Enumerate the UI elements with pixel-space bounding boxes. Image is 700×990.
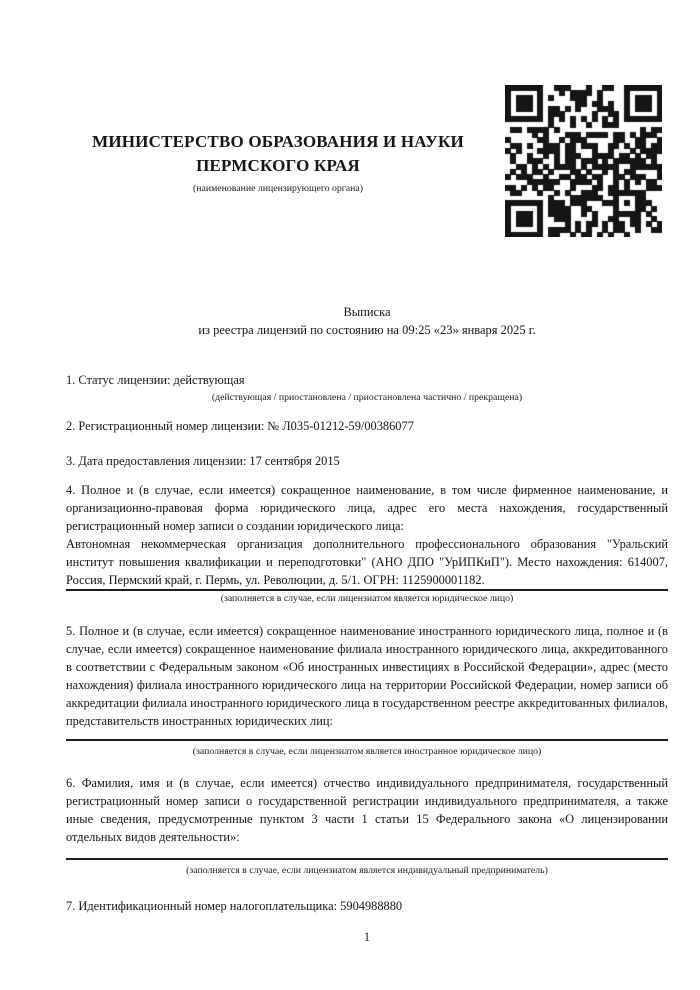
entrepreneur-note: (заполняется в случае, если лицензиатом является индивидуальный предприниматель) bbox=[186, 865, 548, 876]
qr-code bbox=[505, 85, 662, 237]
legal-entity-text: 4. Полное и (в случае, если имеется) сокращенное наименование, в том числе фирменное наименование, и организационно-правовая форма юридического лица, адрес его места нахождения, государственный регистрационный номер записи о создании юридического лица: bbox=[66, 483, 668, 533]
extract-title-line1: Выписка bbox=[343, 305, 391, 319]
entrepreneur-item: 6. Фамилия, имя и (в случае, если имеется) отчество индивидуального предпринимателя, государственный регистрационный номер записи о государственной регистрации индивидуального предпринимателя, а также иные сведения, предусмотренные пунктом 3 части 1 статьи 15 Федерального закона «О лицензировании отдельных видов деятельности»: bbox=[66, 776, 668, 844]
entrepreneur-fill-line bbox=[66, 858, 668, 860]
page-number: 1 bbox=[363, 930, 371, 944]
foreign-entity-item: 5. Полное и (в случае, если имеется) сокращенное наименование иностранного юридического лица, полное и (в случае, если имеется) сокращенное наименование филиала иностранного юридического лица, аккредитованного в соответствии с Федеральным законом «Об иностранных инвестициях в Российской Федерации», адрес (место нахождения) филиала иностранного юридического лица на территории Российской Федерации, номер записи об аккредитации филиала иностранного юридического лица в государственном реестре аккредитованных филиалов, представительств иностранных юридических лиц: bbox=[66, 624, 668, 728]
license-status-item: 1. Статус лицензии: действующая bbox=[66, 373, 245, 387]
extract-title bbox=[66, 303, 668, 339]
legal-entity-fill-line bbox=[66, 589, 668, 591]
ministry-header bbox=[66, 130, 490, 195]
ministry-name-line1: МИНИСТЕРСТВО ОБРАЗОВАНИЯ И НАУКИ bbox=[92, 132, 464, 151]
legal-entity-item bbox=[66, 481, 668, 589]
licensing-authority-note: (наименование лицензирующего органа) bbox=[192, 183, 363, 194]
license-status-note: (действующая / приостановлена / приостановлена частично / прекращена) bbox=[211, 392, 523, 403]
foreign-entity-fill-line bbox=[66, 739, 668, 741]
legal-entity-value: Автономная некоммерческая организация дополнительного профессионального образования "Уральский институт повышения квалификации и переподготовки" (АНО ДПО "УрИПКиП"). Место нахождения: 614007, Россия, Пермский край, г. Пермь, ул. Революции, д. 5/1. ОГРН: 1125900001182. bbox=[66, 537, 668, 587]
foreign-entity-note: (заполняется в случае, если лицензиатом является иностранное юридическое лицо) bbox=[192, 746, 542, 757]
extract-title-line2: из реестра лицензий по состоянию на 09:25 «23» января 2025 г. bbox=[198, 323, 536, 337]
registration-number-item: 2. Регистрационный номер лицензии: № Л035-01212-59/00386077 bbox=[66, 419, 414, 433]
taxpayer-number-item: 7. Идентификационный номер налогоплательщика: 5904988880 bbox=[66, 899, 403, 913]
grant-date-item: 3. Дата предоставления лицензии: 17 сентября 2015 bbox=[66, 454, 340, 468]
legal-entity-note: (заполняется в случае, если лицензиатом является юридическое лицо) bbox=[220, 593, 514, 604]
ministry-name-line2: ПЕРМСКОГО КРАЯ bbox=[196, 156, 360, 175]
